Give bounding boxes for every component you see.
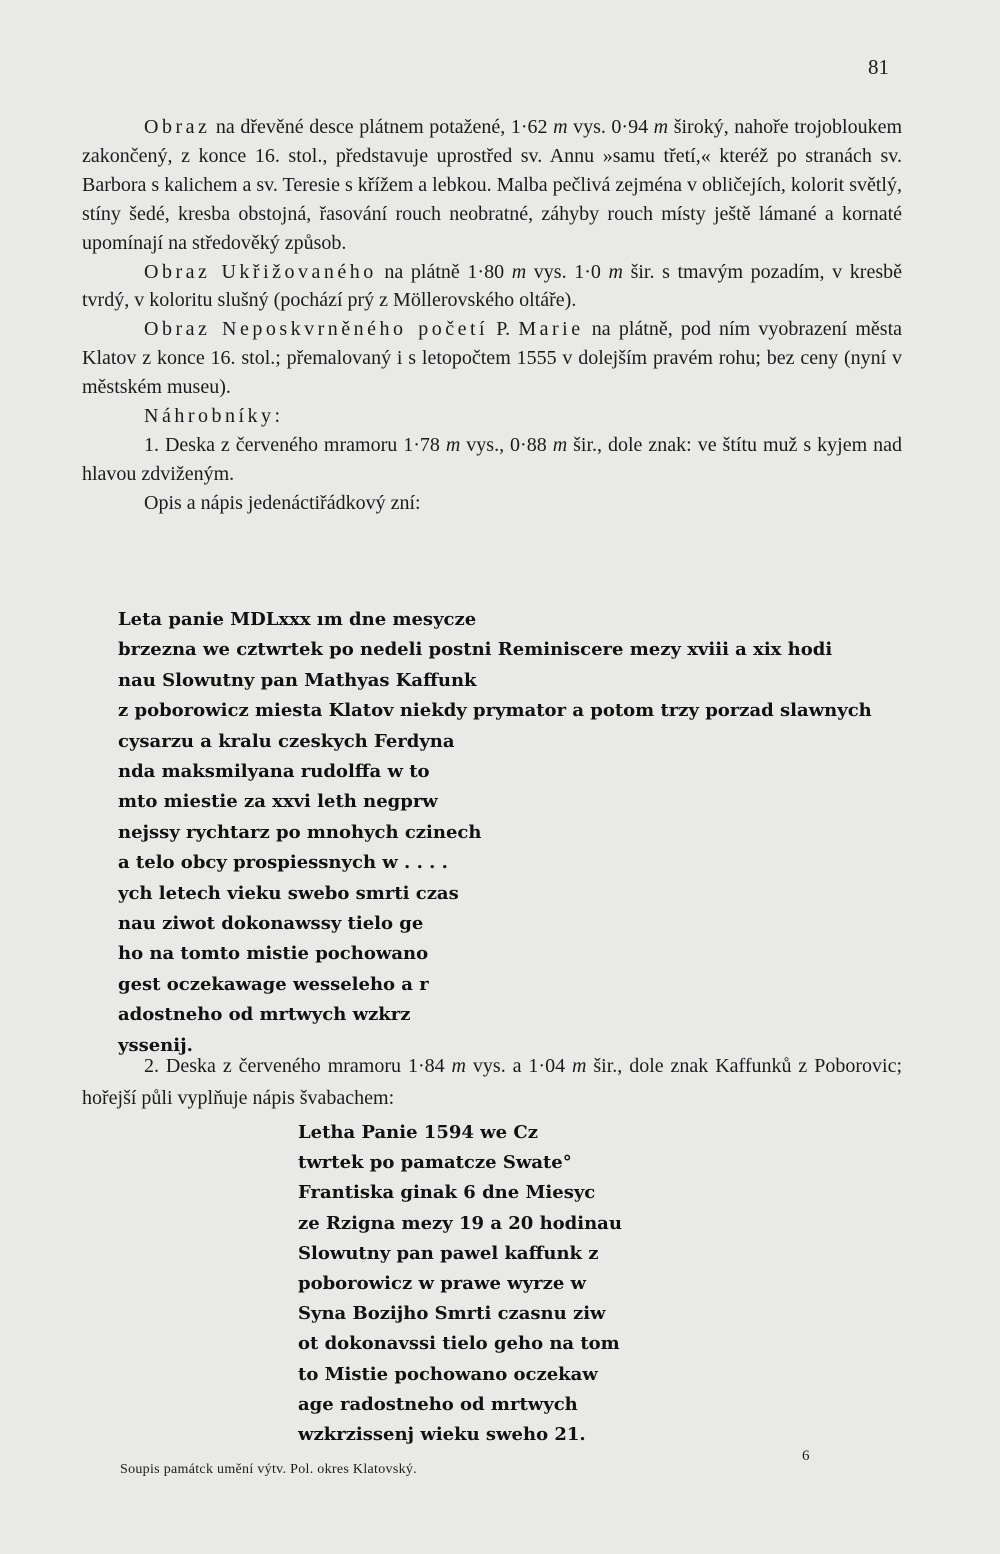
inscription-line: adostneho od mrtwych wzkrz <box>118 1004 411 1026</box>
paragraph-deska-2: 2. Deska z červeného mramoru 1·84 m vys. a 1·04 m šir., dole znak Kaffunků z Poborovic; hořejší půli vyplňuje nápis švabachem: <box>82 1055 902 1109</box>
inscription-2 <box>298 1118 898 1450</box>
inscription-1 <box>118 605 918 1061</box>
section-heading-nahrobniky: Náhrobníky: <box>144 405 284 428</box>
inscription-line: Syna Bozijho Smrti czasnu ziw <box>298 1303 606 1325</box>
inscription-line: ze Rzigna mezy 19 a 20 hodinau <box>298 1212 622 1234</box>
inscription-line: Leta panie MDLxxx ım dne mesycze <box>118 609 477 630</box>
inscription-line: nau Slowutny pan Mathyas Kaffunk <box>118 669 477 691</box>
footnote: Soupis památck umění výtv. Pol. okres Klatovský. <box>120 1462 417 1477</box>
inscription-line: age radostneho od mrtwych <box>298 1393 578 1415</box>
paragraph-obraz-anna: Obraz na dřevěné desce plátnem potažené, 1·62 m vys. 0·94 m široký, nahoře trojobloukem zakončený, z konce 16. stol., představuje uprostřed sv. Annu »samu třetí,« kteréž po stranách sv. Barbora s kalichem a sv. Teresie s křížem a lebkou. Malba pečlivá zejména v obličejích, kolorit světlý, stíny šedé, kresba obstojná, řasování rouch neobratné, záhyby rouch místy ještě lámané a kornaté upomínají na středověký způsob. <box>82 116 903 254</box>
lead-term: Obraz <box>144 116 211 138</box>
sheet-number: 6 <box>802 1448 810 1464</box>
body-text <box>82 113 902 518</box>
inscription-line: Slowutny pan pawel kaffunk z <box>298 1242 599 1264</box>
inscription-line: nda maksmilyana rudolffa w to <box>118 761 430 783</box>
paragraph-opis: Opis a nápis jedenáctiřádkový zní: <box>144 491 421 514</box>
inscription-line: z poborowicz miesta Klatov niekdy prymator a potom trzy porzad slawnych <box>118 700 872 722</box>
inscription-line: Letha Panie 1594 we Cz <box>298 1122 538 1143</box>
inscription-line: a telo obcy prospiessnych w . . . . <box>118 852 448 874</box>
paragraph-deska-1: 1. Deska z červeného mramoru 1·78 m vys., 0·88 m šir., dole znak: ve štítu muž s kyjem nad hlavou zdviženým. <box>82 433 902 485</box>
inscription-line: wzkrzissenj wieku sweho 21. <box>298 1424 586 1446</box>
inscription-line: yssenij. <box>118 1034 193 1056</box>
inscription-line: ych letech vieku swebo smrti czas <box>118 882 459 904</box>
inscription-line: nau ziwot dokonawssy tielo ge <box>118 913 424 935</box>
inscription-line: ho na tomto mistie pochowano <box>118 943 429 965</box>
lead-term: Obraz Neposkvrněného početí <box>144 318 489 341</box>
inscription-line: twrtek po pamatcze Swate° <box>298 1152 572 1174</box>
inscription-line: brzezna we cztwrtek po nedeli postni Reminiscere mezy xviii a xix hodi <box>118 639 833 661</box>
inscription-line: cysarzu a kralu czeskych Ferdyna <box>118 730 455 752</box>
lead-term: Obraz Ukřižovaného <box>144 260 377 283</box>
inscription-line: mto miestie za xxvi leth negprw <box>118 791 438 813</box>
inscription-line: to Mistie pochowano oczekaw <box>298 1363 598 1385</box>
inscription-line: nejssy rychtarz po mnohych czinech <box>118 821 482 843</box>
inscription-line: ot dokonavssi tielo geho na tom <box>298 1333 620 1355</box>
paragraph-obraz-neposkvrneneho: Obraz Neposkvrněného početí P. Marie na plátně, pod ním vyobrazení města Klatov z konce 16. stol.; přemalovaný i s letopočtem 1555 v dolejším pravém rohu; bez ceny (nyní v městském museu). <box>82 318 902 399</box>
paragraph-obraz-ukrizovaneho: Obraz Ukřižovaného na plátně 1·80 m vys. 1·0 m šir. s tmavým pozadím, v kresbě tvrdý, v koloritu slušný (pochází prý z Möllerovského oltáře). <box>82 260 902 312</box>
inscription-line: gest oczekawage wesseleho a r <box>118 973 429 995</box>
page-number: 81 <box>868 55 889 79</box>
inscription-line: poborowicz w prawe wyrze w <box>298 1273 587 1295</box>
inscription-line: Frantiska ginak 6 dne Miesyc <box>298 1182 596 1204</box>
